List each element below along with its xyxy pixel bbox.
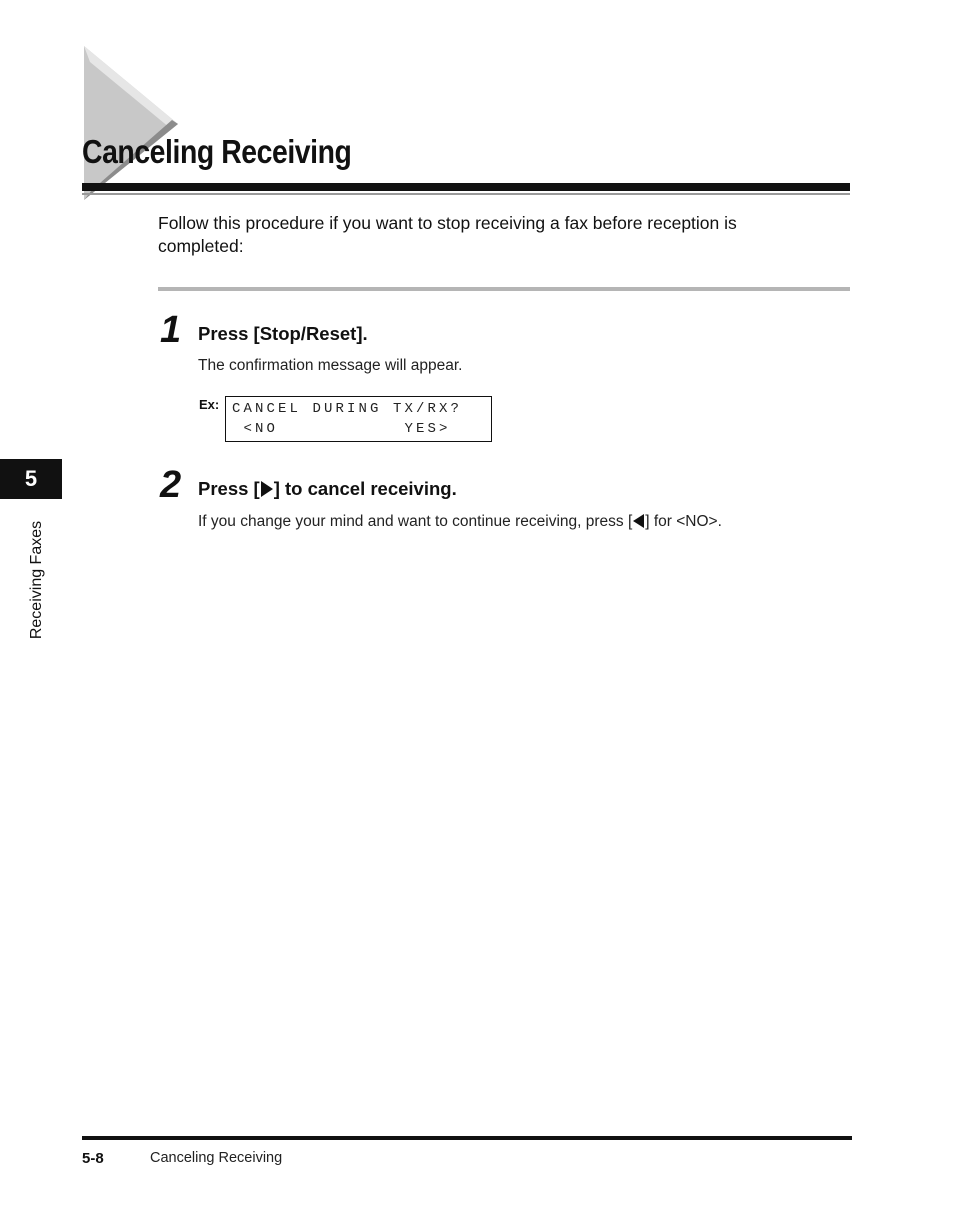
step-number: 1 bbox=[160, 309, 182, 351]
left-arrow-key-icon bbox=[633, 514, 644, 528]
step-title-suffix: ] to cancel receiving. bbox=[273, 478, 457, 499]
footer-rule bbox=[82, 1136, 852, 1140]
title-rule-shadow bbox=[82, 193, 850, 195]
footer-page-number: 5-8 bbox=[82, 1150, 104, 1167]
step-description bbox=[198, 513, 722, 531]
step-title-prefix: Press [ bbox=[198, 478, 260, 499]
intro-paragraph: Follow this procedure if you want to stop receiving a fax before reception is completed: bbox=[158, 213, 737, 256]
lcd-display bbox=[225, 396, 492, 442]
footer-section-title: Canceling Receiving bbox=[150, 1150, 283, 1166]
step-title: Press [Stop/Reset]. bbox=[198, 323, 368, 344]
step-description-prefix: If you change your mind and want to continue receiving, press [ bbox=[198, 513, 633, 530]
chapter-name: Receiving Faxes bbox=[28, 520, 45, 640]
page-title: Canceling Receiving bbox=[82, 133, 352, 170]
title-triangle-decoration bbox=[80, 44, 190, 204]
right-arrow-key-icon bbox=[261, 481, 273, 497]
lcd-line: CANCEL DURING TX/RX? bbox=[232, 401, 463, 417]
section-divider bbox=[158, 287, 850, 291]
step-number: 2 bbox=[160, 464, 182, 506]
chapter-tab: 5 bbox=[0, 459, 62, 499]
step-title bbox=[198, 478, 457, 500]
step-description-suffix: ] for <NO>. bbox=[645, 513, 722, 530]
step-description: The confirmation message will appear. bbox=[198, 357, 463, 374]
lcd-line: <NO YES> bbox=[232, 421, 451, 437]
title-rule bbox=[82, 183, 850, 191]
example-label: Ex: bbox=[199, 397, 220, 412]
